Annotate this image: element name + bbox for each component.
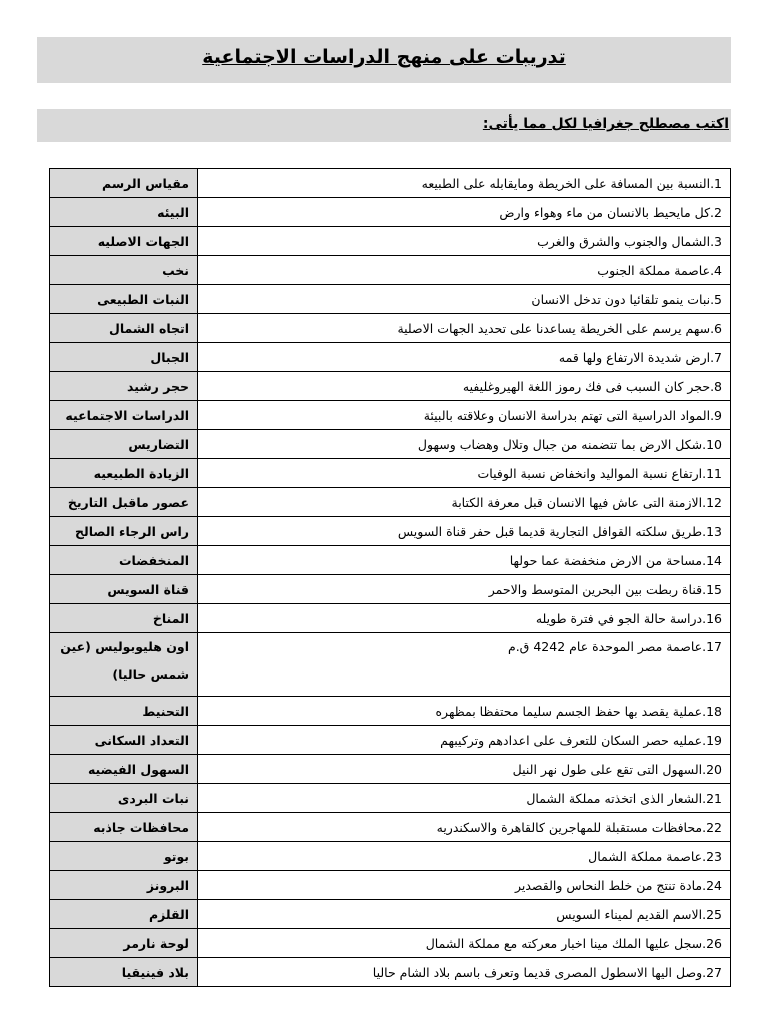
question-cell: 17.عاصمة مصر الموحدة عام 4242 ق.م	[198, 633, 731, 697]
table-row	[50, 343, 731, 372]
question-cell: 3.الشمال والجنوب والشرق والغرب	[198, 227, 731, 256]
question-cell: 7.ارض شديدة الارتفاع ولها قمه	[198, 343, 731, 372]
question-cell: 9.المواد الدراسية التى تهتم بدراسة الانسان وعلاقته بالبيئة	[198, 401, 731, 430]
answer-cell: راس الرجاء الصالح	[50, 517, 198, 546]
question-cell: 15.قناة ربطت بين البحرين المتوسط والاحمر	[198, 575, 731, 604]
answer-cell: الدراسات الاجتماعيه	[50, 401, 198, 430]
table-row	[50, 488, 731, 517]
answer-cell: القلزم	[50, 900, 198, 929]
answer-cell: اتجاه الشمال	[50, 314, 198, 343]
table-row	[50, 575, 731, 604]
answer-cell: قناة السويس	[50, 575, 198, 604]
question-cell: 13.طريق سلكته القوافل التجارية قديما قبل حفر قناة السويس	[198, 517, 731, 546]
answer-cell: عصور ماقبل التاريخ	[50, 488, 198, 517]
table-row	[50, 813, 731, 842]
answer-cell: الجبال	[50, 343, 198, 372]
question-cell: 1.النسبة بين المسافة على الخريطة ومايقابله على الطبيعه	[198, 169, 731, 198]
table-row	[50, 604, 731, 633]
table-row	[50, 314, 731, 343]
table-row	[50, 546, 731, 575]
answer-cell: مقياس الرسم	[50, 169, 198, 198]
question-cell: 24.مادة تنتج من خلط النحاس والقصدير	[198, 871, 731, 900]
answer-cell: البرونز	[50, 871, 198, 900]
question-cell: 4.عاصمة مملكة الجنوب	[198, 256, 731, 285]
table-row	[50, 633, 731, 697]
answer-cell: المناخ	[50, 604, 198, 633]
title-banner	[37, 37, 731, 83]
question-cell: 12.الازمنة التى عاش فيها الانسان قبل معرفة الكتابة	[198, 488, 731, 517]
answer-cell: التعداد السكانى	[50, 726, 198, 755]
answer-cell: لوحة نارمر	[50, 929, 198, 958]
answer-cell: المنخفضات	[50, 546, 198, 575]
table-row	[50, 256, 731, 285]
instruction-banner	[37, 109, 731, 142]
question-cell: 6.سهم يرسم على الخريطة يساعدنا على تحديد الجهات الاصلية	[198, 314, 731, 343]
table-row	[50, 459, 731, 488]
table-row	[50, 430, 731, 459]
table-row	[50, 227, 731, 256]
answer-cell: البيئه	[50, 198, 198, 227]
table-row	[50, 372, 731, 401]
answer-cell: اون هليوبوليس (عين شمس حاليا)	[50, 633, 198, 697]
table-row	[50, 401, 731, 430]
table-row	[50, 726, 731, 755]
question-cell: 25.الاسم القديم لميناء السويس	[198, 900, 731, 929]
page-title: تدريبات على منهج الدراسات الاجتماعية	[202, 46, 566, 68]
question-cell: 8.حجر كان السبب فى فك رموز اللغة الهيروغليفيه	[198, 372, 731, 401]
answer-cell: نبات البردى	[50, 784, 198, 813]
table-row	[50, 784, 731, 813]
answer-cell: الزيادة الطبيعيه	[50, 459, 198, 488]
question-cell: 5.نبات ينمو تلقائيا دون تدخل الانسان	[198, 285, 731, 314]
terms-table	[49, 168, 731, 987]
question-cell: 26.سجل عليها الملك مينا اخبار معركته مع مملكة الشمال	[198, 929, 731, 958]
answer-cell: السهول الفيضيه	[50, 755, 198, 784]
table-row	[50, 198, 731, 227]
question-cell: 10.شكل الارض بما تتضمنه من جبال وتلال وهضاب وسهول	[198, 430, 731, 459]
answer-cell: بلاد فينيقيا	[50, 958, 198, 987]
question-cell: 23.عاصمة مملكة الشمال	[198, 842, 731, 871]
table-row	[50, 929, 731, 958]
answer-cell: النبات الطبيعى	[50, 285, 198, 314]
question-cell: 27.وصل اليها الاسطول المصرى قديما وتعرف باسم بلاد الشام حاليا	[198, 958, 731, 987]
question-cell: 16.دراسة حالة الجو في فترة طويله	[198, 604, 731, 633]
instruction-text: اكتب مصطلح جغرافيا لكل مما يأتى:	[482, 116, 729, 132]
table-row	[50, 958, 731, 987]
question-cell: 18.عملية يقصد بها حفظ الجسم سليما محتفظا بمظهره	[198, 697, 731, 726]
question-cell: 19.عمليه حصر السكان للتعرف على اعدادهم وتركيبهم	[198, 726, 731, 755]
table-row	[50, 900, 731, 929]
table-row	[50, 169, 731, 198]
answer-cell: حجر رشيد	[50, 372, 198, 401]
table-row	[50, 285, 731, 314]
answer-cell: بوتو	[50, 842, 198, 871]
question-cell: 11.ارتفاع نسبة المواليد وانخفاض نسبة الوفيات	[198, 459, 731, 488]
table-row	[50, 871, 731, 900]
question-cell: 20.السهول التى تقع على طول نهر النيل	[198, 755, 731, 784]
answer-cell: التضاريس	[50, 430, 198, 459]
answer-cell: محافظات جاذبه	[50, 813, 198, 842]
table-row	[50, 697, 731, 726]
answer-cell: الجهات الاصليه	[50, 227, 198, 256]
answer-cell: نخب	[50, 256, 198, 285]
question-cell: 2.كل مايحيط بالانسان من ماء وهواء وارض	[198, 198, 731, 227]
answer-cell: التحنيط	[50, 697, 198, 726]
table-row	[50, 517, 731, 546]
question-cell: 22.محافظات مستقبلة للمهاجرين كالقاهرة والاسكندريه	[198, 813, 731, 842]
table-row	[50, 755, 731, 784]
question-cell: 14.مساحة من الارض منخفضة عما حولها	[198, 546, 731, 575]
question-cell: 21.الشعار الذى اتخذته مملكة الشمال	[198, 784, 731, 813]
table-row	[50, 842, 731, 871]
